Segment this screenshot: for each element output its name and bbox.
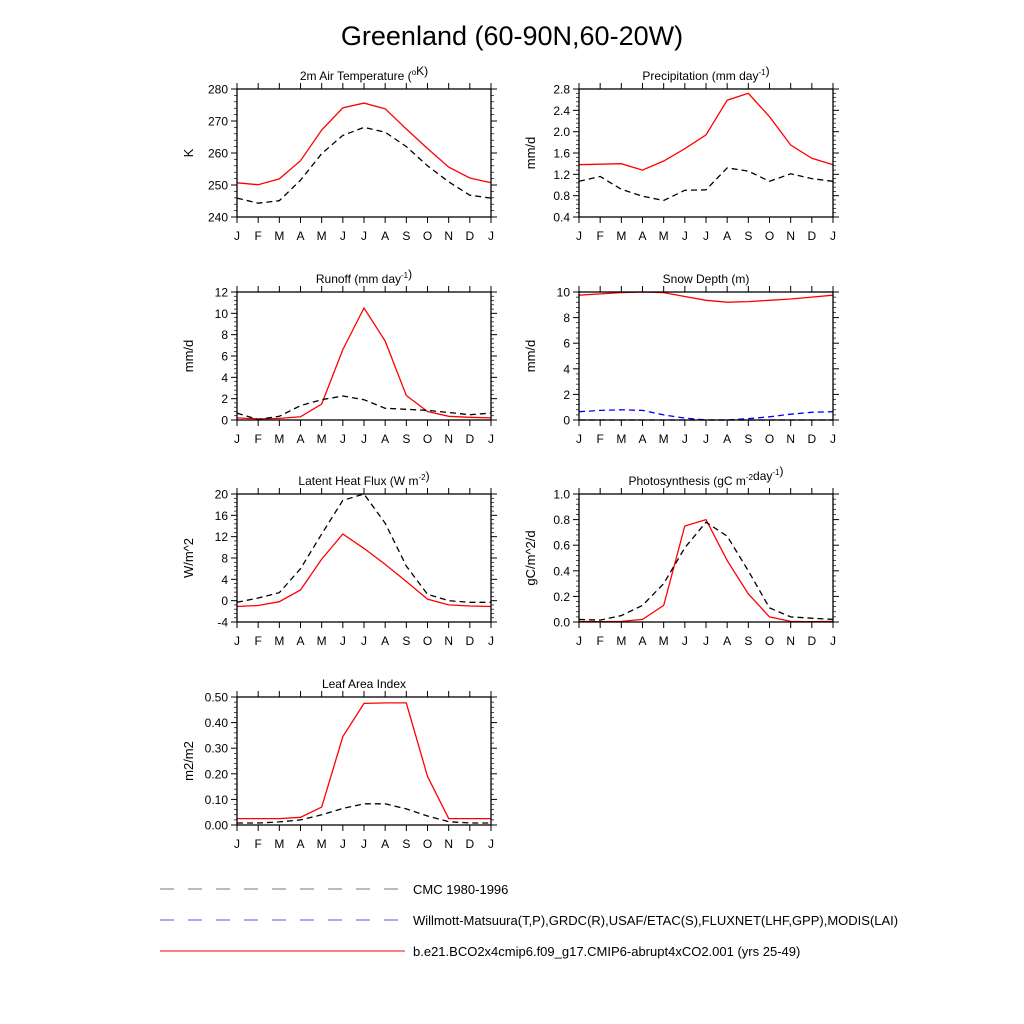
x-tick-label: J [234,837,240,851]
y-tick-label: 0.00 [204,818,228,833]
legend-label: Willmott-Matsuura(T,P),GRDC(R),USAF/ETAC(S),FLUXNET(LHF,GPP),MODIS(LAI) [413,913,899,928]
plot-frame [237,697,491,825]
title-segment: Photosynthesis (gC m [628,474,746,488]
x-tick-label: M [658,634,669,648]
y-tick-label: 4 [221,370,228,385]
x-tick-label: M [274,837,285,851]
x-tick-label: J [361,837,367,851]
y-tick-label: 2.4 [553,103,570,118]
x-tick-label: M [616,432,627,446]
panel-6 [181,677,497,851]
series-line [237,103,491,185]
x-tick-label: D [465,634,475,648]
x-tick-label: A [723,432,732,446]
x-tick-label: M [274,634,285,648]
plot-frame [579,89,833,217]
x-tick-label: J [234,634,240,648]
x-tick-label: N [786,229,796,243]
panel-title [629,464,784,488]
x-tick-label: N [444,634,454,648]
title-segment: -1 [401,271,409,280]
figure-title: Greenland (60-90N,60-20W) [340,21,684,51]
panel-5 [523,464,839,648]
title-segment: ) [779,464,784,478]
x-tick-label: O [764,634,775,648]
x-tick-label: O [422,229,433,243]
x-tick-label: J [830,229,836,243]
x-tick-label: M [658,229,669,243]
y-tick-label: 0 [221,594,228,609]
title-segment: ) [765,64,770,78]
x-tick-label: M [616,634,627,648]
title-segment: Snow Depth (m) [662,272,750,286]
x-tick-label: F [596,634,604,648]
x-tick-label: M [316,229,327,243]
y-tick-label: 4 [221,572,228,587]
x-tick-label: A [381,432,390,446]
x-tick-label: J [576,432,582,446]
x-tick-label: N [444,837,454,851]
y-tick-label: 270 [207,114,228,129]
x-tick-label: O [422,432,433,446]
title-segment: Precipitation (mm day [642,69,759,83]
y-tick-label: 250 [207,178,228,193]
series-line [237,308,491,419]
x-tick-label: A [296,837,305,851]
x-tick-label: J [703,229,709,243]
series-line [579,93,833,170]
x-tick-label: F [254,229,262,243]
x-tick-label: S [402,837,411,851]
series-line [579,522,833,620]
x-tick-label: J [339,634,346,648]
x-tick-label: J [234,229,240,243]
title-segment: ) [425,469,430,483]
y-tick-label: -4 [217,615,228,630]
x-tick-label: J [361,432,367,446]
y-tick-label: 0.10 [204,792,228,807]
panel-title [298,469,429,488]
title-segment: K) [416,64,429,78]
y-tick-label: 0.8 [553,189,570,204]
x-tick-label: J [681,634,688,648]
x-tick-label: F [254,837,262,851]
y-tick-label: 4 [563,362,570,377]
x-tick-label: F [596,229,604,243]
series-line [237,127,491,203]
x-tick-label: J [488,634,494,648]
y-tick-label: 0 [221,413,228,428]
y-tick-label: 0.2 [553,589,570,604]
y-tick-label: 10 [214,306,228,321]
panel-0 [181,64,497,243]
y-axis-label: K [181,148,196,158]
x-tick-label: J [681,229,688,243]
title-segment: Leaf Area Index [321,677,407,691]
x-tick-label: O [422,634,433,648]
x-tick-label: A [723,229,732,243]
x-tick-label: A [723,634,732,648]
x-tick-label: S [402,432,411,446]
series-line [579,292,833,302]
panel-title [300,64,428,83]
y-tick-label: 0.4 [553,210,570,225]
y-tick-label: 240 [207,210,228,225]
plot-frame [579,494,833,622]
title-segment: -1 [758,68,766,77]
x-tick-label: N [786,634,796,648]
x-tick-label: D [807,229,817,243]
y-tick-label: 0.4 [553,564,570,579]
y-tick-label: 2.8 [553,82,570,97]
panel-title [322,677,406,691]
panel-title [642,64,769,83]
series-line [237,703,491,819]
x-tick-label: J [488,229,494,243]
y-tick-label: 1.6 [553,146,570,161]
y-tick-label: 0.20 [204,767,228,782]
y-axis-label: mm/d [181,339,196,373]
panel-title [663,272,750,286]
series-line [579,410,833,420]
legend [160,882,898,959]
title-segment: -1 [772,468,780,477]
y-tick-label: 20 [214,487,228,502]
x-tick-label: M [316,432,327,446]
x-tick-label: D [465,432,475,446]
panel-4 [181,469,497,648]
x-tick-label: S [744,229,753,243]
y-tick-label: 6 [221,349,228,364]
x-tick-label: D [807,634,817,648]
x-tick-label: A [638,634,647,648]
x-tick-label: J [339,432,346,446]
y-tick-label: 2 [221,392,228,407]
title-segment: Runoff (mm day [315,272,402,286]
title-segment: Latent Heat Flux (W m [298,474,419,488]
legend-label: CMC 1980-1996 [413,882,509,897]
y-axis-label: mm/d [523,339,538,373]
title-segment: ) [408,267,413,281]
y-tick-label: 0 [563,413,570,428]
y-tick-label: 1.0 [553,487,570,502]
x-tick-label: M [616,229,627,243]
y-tick-label: 12 [214,285,228,300]
x-tick-label: A [296,634,305,648]
x-tick-label: A [638,229,647,243]
x-tick-label: A [296,229,305,243]
plot-frame [237,89,491,217]
x-tick-label: M [274,432,285,446]
x-tick-label: J [830,432,836,446]
x-tick-label: J [361,229,367,243]
legend-label: b.e21.BCO2x4cmip6.f09_g17.CMIP6-abrupt4xCO2.001 (yrs 25-49) [413,944,801,959]
x-tick-label: A [381,634,390,648]
x-tick-label: A [381,229,390,243]
x-tick-label: N [786,432,796,446]
y-axis-label: mm/d [523,136,538,170]
x-tick-label: N [444,229,454,243]
x-tick-label: J [488,432,494,446]
x-tick-label: J [361,634,367,648]
y-tick-label: 16 [214,508,228,523]
panel-1 [523,64,839,243]
y-axis-label: gC/m^2/d [523,530,538,586]
y-tick-label: 0.30 [204,741,228,756]
y-tick-label: 280 [207,82,228,97]
x-tick-label: A [296,432,305,446]
x-tick-label: O [422,837,433,851]
panel-2 [181,267,497,446]
y-tick-label: 0.8 [553,513,570,528]
y-tick-label: 12 [214,530,228,545]
x-tick-label: M [316,837,327,851]
x-tick-label: J [830,634,836,648]
x-tick-label: J [488,837,494,851]
series-line [579,168,833,201]
series-line [579,520,833,622]
y-tick-label: 2.0 [553,125,570,140]
series-line [237,804,491,823]
x-tick-label: J [234,432,240,446]
x-tick-label: M [658,432,669,446]
y-tick-label: 260 [207,146,228,161]
x-tick-label: J [339,229,346,243]
y-tick-label: 6 [563,336,570,351]
x-tick-label: F [596,432,604,446]
x-tick-label: J [703,634,709,648]
panel-title [316,267,412,286]
y-tick-label: 0.6 [553,538,570,553]
x-tick-label: O [764,229,775,243]
x-tick-label: O [764,432,775,446]
y-tick-label: 1.2 [553,167,570,182]
y-axis-label: m2/m2 [181,741,196,781]
x-tick-label: N [444,432,454,446]
y-tick-label: 8 [221,328,228,343]
plot-frame [237,292,491,420]
x-tick-label: M [316,634,327,648]
x-tick-label: M [274,229,285,243]
title-segment: 2m Air Temperature ( [299,69,412,83]
series-line [237,534,491,607]
y-tick-label: 0.50 [204,690,228,705]
x-tick-label: S [744,634,753,648]
x-tick-label: D [465,837,475,851]
x-tick-label: D [807,432,817,446]
x-tick-label: J [339,837,346,851]
x-tick-label: A [381,837,390,851]
title-segment: -2 [745,473,754,482]
y-tick-label: 0.0 [553,615,570,630]
x-tick-label: J [576,229,582,243]
x-tick-label: J [576,634,582,648]
title-segment: o [411,68,417,77]
x-tick-label: J [703,432,709,446]
y-tick-label: 0.40 [204,716,228,731]
plot-frame [579,292,833,420]
title-segment: -2 [418,473,426,482]
x-tick-label: S [744,432,753,446]
x-tick-label: F [254,432,262,446]
x-tick-label: S [402,229,411,243]
x-tick-label: J [681,432,688,446]
x-tick-label: A [638,432,647,446]
x-tick-label: S [402,634,411,648]
y-tick-label: 10 [556,285,570,300]
y-axis-label: W/m^2 [181,537,196,579]
y-tick-label: 8 [563,311,570,326]
y-tick-label: 8 [221,551,228,566]
x-tick-label: F [254,634,262,648]
title-segment: day [753,469,773,483]
x-tick-label: D [465,229,475,243]
panel-3 [523,272,839,446]
y-tick-label: 2 [563,387,570,402]
